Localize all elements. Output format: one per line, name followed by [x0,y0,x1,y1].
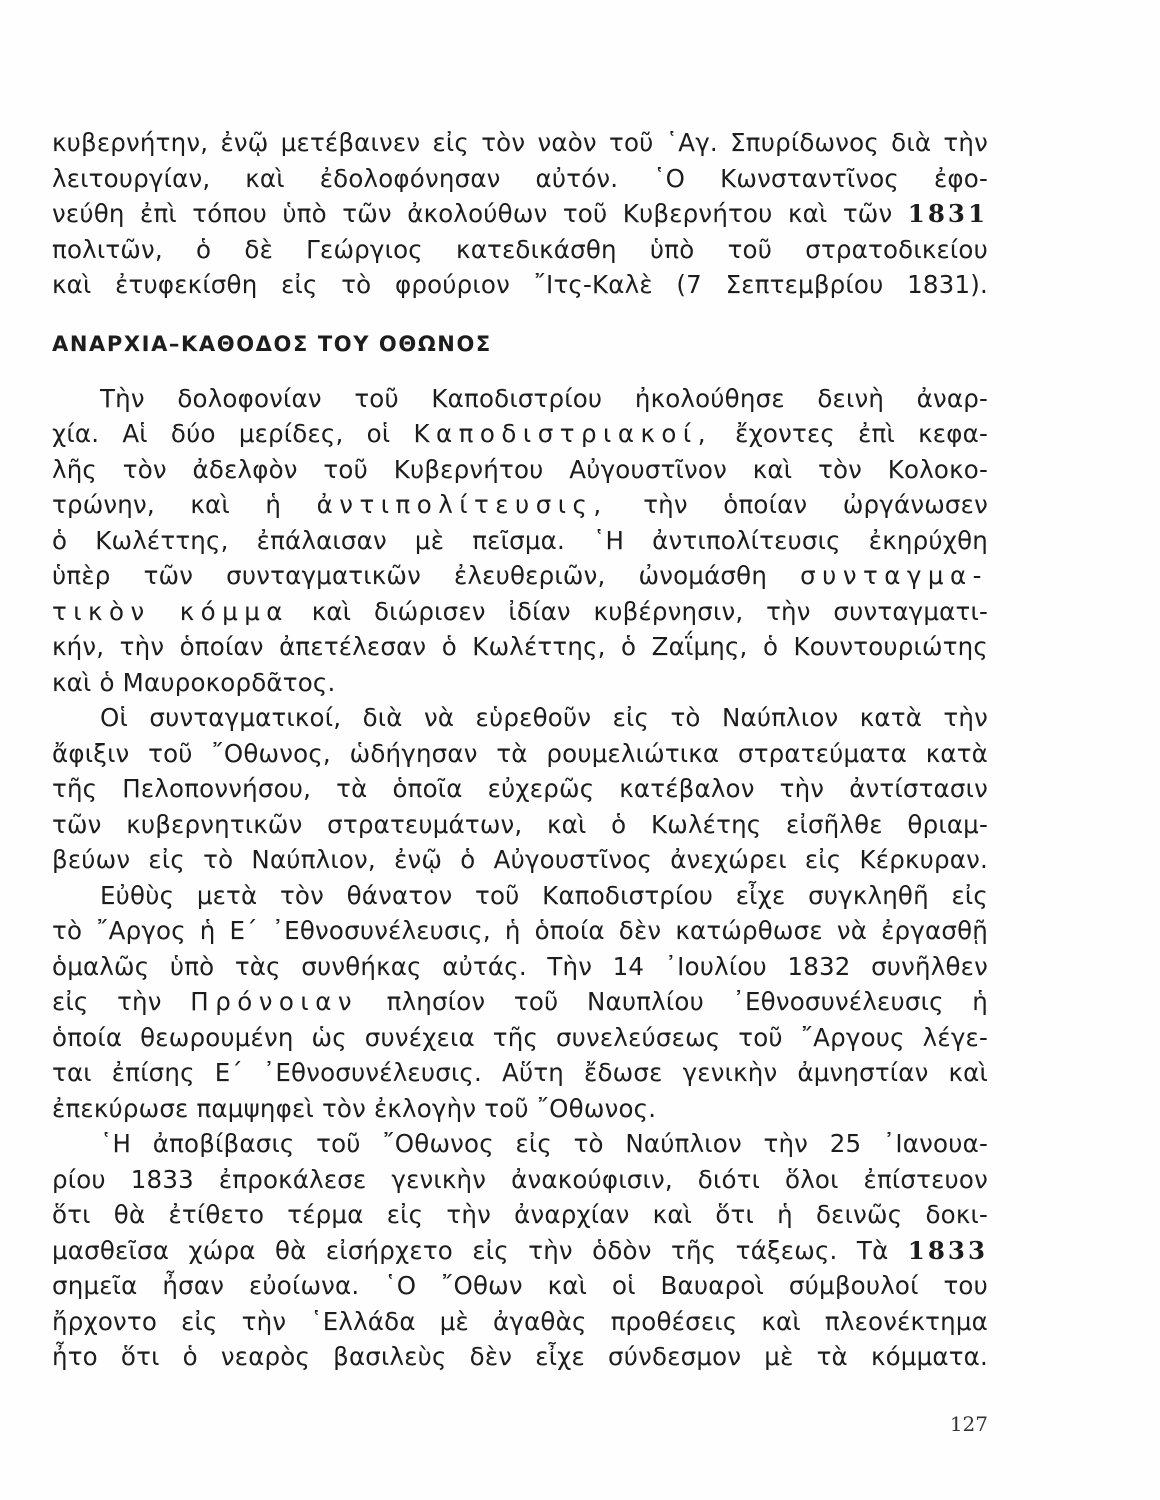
text-line: καὶ ὁ Μαυροκορδᾶτος. [52,667,336,697]
text-line: Οἱ συνταγματικοί, διὰ νὰ εὑρεθοῦν εἰς τὸ Ναύπλιον κατὰ τὴν [100,703,988,732]
margin-year: 1833 [907,1235,988,1265]
text-line: κυβερνήτην, ἐνῷ μετέβαινεν εἰς τὸν ναὸν τοῦ ῾Αγ. Σπυρίδωνος διὰ τὴν [52,128,988,157]
text-line: Τὴν δολοφονίαν τοῦ Καποδιστρίου ἠκολούθησε δεινὴ ἀναρ- [100,383,988,413]
paragraph-otto-arrival [52,1126,988,1375]
section-heading: ΑΝΑΡΧΙΑ–ΚΑΘΟΔΟΣ ΤΟΥ ΟΘΩΝΟΣ [52,331,492,356]
text-line: ἤρχοντο εἰς τὴν ῾Ελλάδα μὲ ἀγαθὰς προθέσεις καὶ πλεονέκτημα [52,1306,988,1336]
text-line: ὁ Κωλέττης, ἐπάλαισαν μὲ πεῖσμα. ῾Η ἀντιπολίτευσις ἐκηρύχθη [52,525,988,555]
text-line: κήν, τὴν ὁποίαν ἀπετέλεσαν ὁ Κωλέττης, ὁ Ζαΐμης, ὁ Κουντουριώτης [52,632,988,661]
text-line: τρώνην, καὶ ἡ ἀντιπολίτευσις, τὴν ὁποίαν ὠργάνωσεν [52,490,988,519]
text-line: καὶ ἐτυφεκίσθη εἰς τὸ φρούριον ῎Ιτς-Καλὲ (7 Σεπτεμβρίου 1831). [52,270,988,299]
paragraph-continuation [52,125,988,303]
text-line: Εὐθὺς μετὰ τὸν θάνατον τοῦ Καποδιστρίου εἶχε συγκληθῆ εἰς [100,880,988,910]
text-line: ἄφιξιν τοῦ ῎Οθωνος, ὡδήγησαν τὰ ρουμελιώτικα στρατεύματα κατὰ [52,738,988,768]
text-line: ὁποία θεωρουμένη ὡς συνέχεια τῆς συνελεύσεως τοῦ ῎Αργους λέγε- [52,1022,988,1052]
text-line: ται ἐπίσης Ε΄ ᾿Εθνοσυνέλευσις. Αὕτη ἔδωσε γενικὴν ἀμνηστίαν καὶ [52,1058,988,1087]
text-line: χία. Αἱ δύο μερίδες, οἱ Καποδιστριακοί, ἔχοντες ἐπὶ κεφα- [52,419,988,448]
spaced-term: συνταγμα- [800,561,988,590]
text-line: ἐπεκύρωσε παμψηφεὶ τὸν ἐκλογὴν τοῦ ῎Οθωνος. [52,1093,657,1123]
paragraph-constitutionalists [52,700,988,878]
text-line: πολιτῶν, ὁ δὲ Γεώργιος κατεδικάσθη ὑπὸ τοῦ στρατοδικείου [52,234,988,264]
text-line: τῶν κυβερνητικῶν στρατευμάτων, καὶ ὁ Κωλέτης εἰσῆλθε θριαμ- [52,809,988,839]
text-line: λειτουργίαν, καὶ ἐδολοφόνησαν αὐτόν. ῾Ο Κωνσταντῖνος ἐφο- [52,163,988,193]
text-line: λῆς τὸν ἀδελφὸν τοῦ Κυβερνήτου Αὐγουστῖνον καὶ τὸν Κολοκο- [52,454,988,484]
text-line: τῆς Πελοποννήσου, τὰ ὁποῖα εὐχερῶς κατέβαλον τὴν ἀντίστασιν [52,774,988,803]
text-line: ὅτι θὰ ἐτίθετο τέρμα εἰς τὴν ἀναρχίαν καὶ ὅτι ἡ δεινῶς δοκι- [52,1200,988,1229]
text-line: ῾Η ἀποβίβασις τοῦ ῎Οθωνος εἰς τὸ Ναύπλιον τὴν 25 ᾿Ιανουα- [100,1129,988,1158]
text-line: ὑπὲρ τῶν συνταγματικῶν ἐλευθεριῶν, ὠνομάσθη συνταγμα- [52,561,988,590]
text-line: νεύθη ἐπὶ τόπου ὑπὸ τῶν ἀκολούθων τοῦ Κυβερνήτου καὶ τῶν 1831 [52,199,988,228]
page-number: 127 [949,1412,988,1436]
text-line: σημεῖα ἦσαν εὐοίωνα. ῾Ο ῎Οθων καὶ οἱ Βαυαροὶ σύμβουλοί του [52,1271,988,1300]
paragraph-national-assembly [52,878,988,1127]
spaced-term: ἀντιπολίτευσις, [316,490,608,519]
text-line: τικὸν κόμμα καὶ διώρισεν ἰδίαν κυβέρνησιν, τὴν συνταγματι- [52,596,988,626]
text-line: εἰς τὴν Πρόνοιαν πλησίον τοῦ Ναυπλίου ᾿Εθνοσυνέλευσις ἡ [52,987,988,1016]
margin-year: 1831 [907,199,988,228]
text-line: ρίου 1833 ἐπροκάλεσε γενικὴν ἀνακούφισιν, διότι ὅλοι ἐπίστευον [52,1164,988,1194]
spaced-term: τικὸν κόμμα [52,596,289,626]
spaced-term: Καποδιστριακοί, [413,419,712,448]
text-line: ὁμαλῶς ὑπὸ τὰς συνθήκας αὐτάς. Τὴν 14 ᾿Ιουλίου 1832 συνῆλθεν [52,951,988,981]
text-line: μασθεῖσα χώρα θὰ εἰσήρχετο εἰς τὴν ὁδὸν τῆς τάξεως. Τὰ 1833 [52,1235,988,1265]
paragraph-anarchy [52,381,988,701]
spaced-term: Πρόνοιαν [190,987,359,1016]
text-line: βεύων εἰς τὸ Ναύπλιον, ἐνῷ ὁ Αὐγουστῖνος ἀνεχώρει εἰς Κέρκυραν. [52,845,988,874]
text-line: ἦτο ὅτι ὁ νεαρὸς βασιλεὺς δὲν εἶχε σύνδεσμον μὲ τὰ κόμματα. [52,1342,988,1371]
text-line: τὸ ῎Αργος ἡ Ε΄ ᾿Εθνοσυνέλευσις, ἡ ὁποία δὲν κατώρθωσε νὰ ἐργασθῇ [52,916,988,945]
